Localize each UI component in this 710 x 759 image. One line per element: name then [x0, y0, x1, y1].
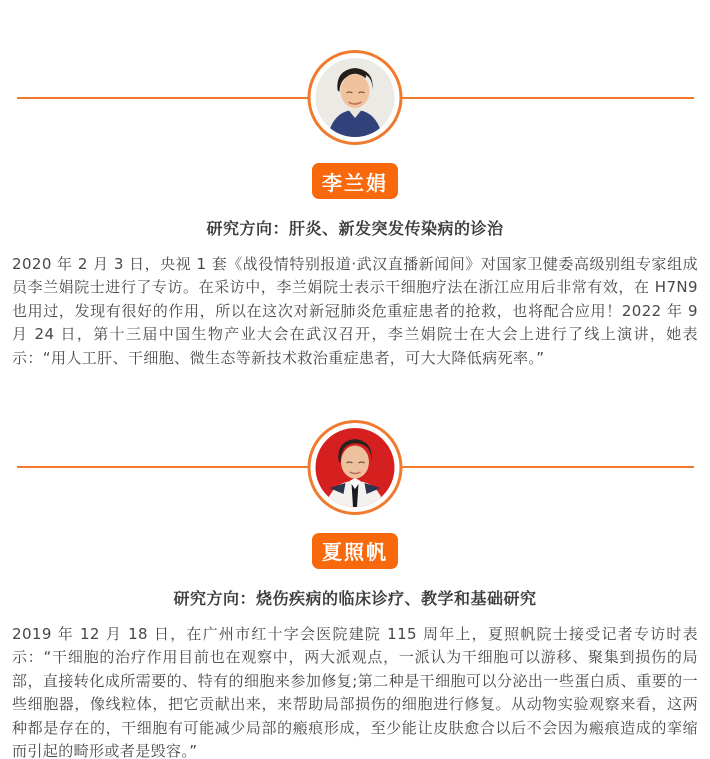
research-direction: 研究方向：烧伤疾病的临床诊疗、教学和基础研究 — [173, 588, 537, 608]
avatar-ring — [308, 50, 403, 145]
section-header — [0, 420, 710, 515]
avatar-photo-li-lanjuan[interactable] — [316, 58, 395, 137]
research-direction: 研究方向：肝炎、新发突发传染病的诊治 — [206, 219, 504, 238]
profile-section-xia-zhaofan — [0, 420, 710, 759]
profile-paragraph: 2020 年 2 月 3 日，央视 1 套《战役情特别报道·武汉直播新闻间》对国家卫健委高级别组专家组成员李兰娟院士进行了专访。在采访中，李兰娟院士表示干细胞疗法在浙江应用后非常有效，在 H7N9 也用过，发现有很好的作用，所以在这次对新冠肺炎危重症患者的抢救，也将配合应用！2022 年 9 月 24 日，第十三届中国生物产业大会在武汉召开，李兰娟院士在大会上进行了线上演讲，她表示：“用人工肝、干细胞、微生态等新技术救治重症患者，可大大降低病死率。” — [12, 255, 698, 367]
name-badge: 李兰娟 — [312, 163, 398, 199]
name-badge: 夏照帆 — [312, 533, 398, 569]
avatar-ring — [308, 420, 403, 515]
profile-section-li-lanjuan — [0, 50, 710, 370]
profile-paragraph: 2019 年 12 月 18 日，在广州市红十字会医院建院 115 周年上，夏照帆院士接受记者专访时表示：“干细胞的治疗作用目前也在观察中，两大派观点，一派认为干细胞可以游移、聚集到损伤的局部，直接转化成所需要的、特有的细胞来参加修复;第二种是干细胞可以分泌出一些蛋白质、重要的一些细胞器，像线粒体，把它贡献出来，来帮助局部损伤的细胞进行修复。从动物实验观察来看，这两种都是存在的，干细胞有可能减少局部的瘢痕形成，至少能让皮肤愈合以后不会因为瘢痕造成的挛缩而引起的畸形或者是毁容。” — [12, 624, 698, 759]
section-header — [0, 50, 710, 145]
avatar-photo-xia-zhaofan[interactable] — [316, 428, 395, 507]
